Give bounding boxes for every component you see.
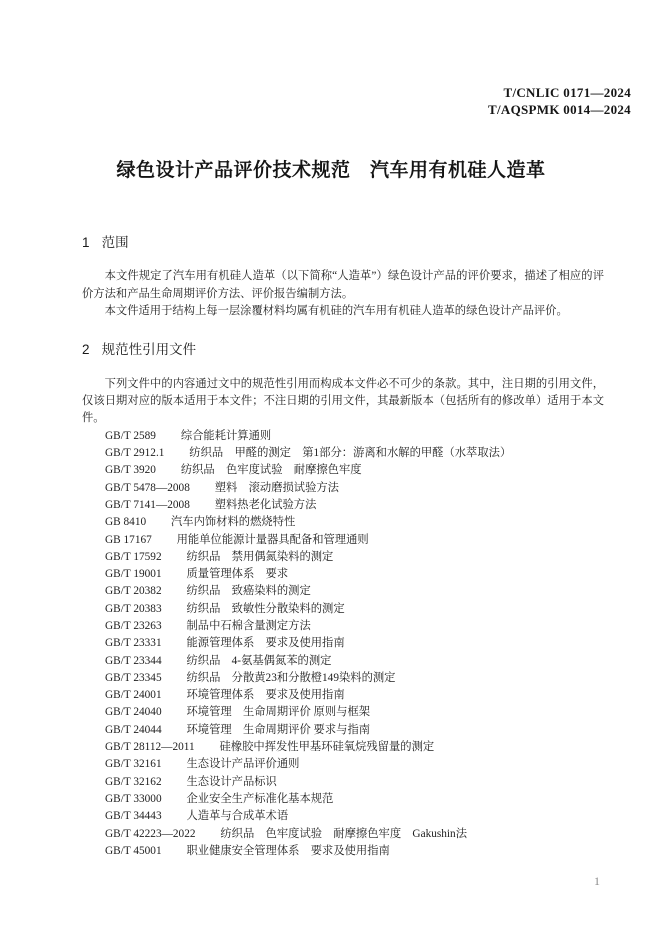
reference-code: GB/T 45001 xyxy=(105,844,162,857)
reference-item xyxy=(105,722,604,739)
reference-code: GB/T 17592 xyxy=(105,550,162,563)
reference-title: 能源管理体系 要求及使用指南 xyxy=(186,637,345,650)
reference-title: 纺织品 禁用偶氮染料的测定 xyxy=(186,550,334,563)
reference-code: GB/T 33000 xyxy=(105,792,162,805)
reference-item xyxy=(105,566,604,583)
reference-code: GB/T 24040 xyxy=(105,706,162,719)
scope-paragraph-2: 本文件适用于结构上每一层涂覆材料均属有机硅的汽车用有机硅人造革的绿色设计产品评价。 xyxy=(104,304,568,317)
reference-title: 职业健康安全管理体系 要求及使用指南 xyxy=(186,844,390,857)
reference-code: GB/T 32161 xyxy=(105,758,162,771)
document-body xyxy=(0,234,662,860)
reference-item xyxy=(105,826,604,843)
reference-title: 环境管理 生命周期评价 原则与框架 xyxy=(186,706,371,719)
reference-code: GB/T 23263 xyxy=(105,619,162,632)
reference-item xyxy=(105,514,604,531)
reference-item xyxy=(105,549,604,566)
reference-title: 环境管理体系 要求及使用指南 xyxy=(186,689,345,702)
normative-references-intro: 下列文件中的内容通过文中的规范性引用而构成本文件必不可少的条款。其中，注日期的引用文件，仅该日期对应的版本适用于本文件；不注日期的引用文件，其最新版本（包括所有的修改单）适用于本文件。 xyxy=(82,377,604,425)
reference-title: 用能单位能源计量器具配备和管理通则 xyxy=(176,533,369,546)
reference-item xyxy=(105,462,604,479)
reference-code: GB/T 2589 xyxy=(105,429,156,442)
section-heading-scope xyxy=(82,234,604,252)
reference-title: 纺织品 致癌染料的测定 xyxy=(186,585,311,598)
reference-code: GB/T 23344 xyxy=(105,654,162,667)
reference-title: 生态设计产品标识 xyxy=(186,775,277,788)
reference-code: GB/T 5478—2008 xyxy=(105,481,190,494)
document-title: 绿色设计产品评价技术规范 汽车用有机硅人造革 xyxy=(116,160,546,181)
reference-item xyxy=(105,601,604,618)
reference-code: GB 17167 xyxy=(105,533,152,546)
reference-item xyxy=(105,739,604,756)
reference-title: 纺织品 致敏性分散染料的测定 xyxy=(186,602,345,615)
reference-code: GB/T 24001 xyxy=(105,689,162,702)
reference-code: GB/T 20382 xyxy=(105,585,162,598)
reference-title: 汽车内饰材料的燃烧特性 xyxy=(170,516,296,529)
reference-title: 环境管理 生命周期评价 要求与指南 xyxy=(186,723,371,736)
reference-code: GB 8410 xyxy=(105,516,147,529)
section-number: 2 xyxy=(82,342,90,358)
reference-item xyxy=(105,635,604,652)
reference-title: 硅橡胶中挥发性甲基环硅氧烷残留量的测定 xyxy=(219,741,435,754)
reference-title: 综合能耗计算通则 xyxy=(180,429,272,442)
reference-item xyxy=(105,532,604,549)
reference-code: GB/T 42223—2022 xyxy=(105,827,196,840)
reference-title: 塑料 滚动磨损试验方法 xyxy=(214,481,339,494)
reference-code: GB/T 32162 xyxy=(105,775,162,788)
reference-title: 塑料热老化试验方法 xyxy=(214,498,317,511)
section-heading-normative-references xyxy=(82,341,604,359)
reference-code: GB/T 23345 xyxy=(105,671,162,684)
page-number: 1 xyxy=(594,874,600,889)
reference-code: GB/T 3920 xyxy=(105,464,156,477)
reference-item xyxy=(105,480,604,497)
reference-title: 纺织品 色牢度试验 耐摩擦色牢度 Gakushin法 xyxy=(220,827,468,840)
standard-code-primary: T/CNLIC 0171—2024 xyxy=(503,85,631,100)
reference-title: 企业安全生产标准化基本规范 xyxy=(186,792,334,805)
reference-item xyxy=(105,583,604,600)
reference-item xyxy=(105,428,604,445)
reference-code: GB/T 19001 xyxy=(105,568,162,581)
section-label: 规范性引用文件 xyxy=(101,342,197,358)
standard-code-secondary: T/AQSPMK 0014—2024 xyxy=(488,101,631,117)
reference-item xyxy=(105,774,604,791)
reference-code: GB/T 2912.1 xyxy=(105,447,165,460)
reference-item xyxy=(105,791,604,808)
reference-item xyxy=(105,843,604,860)
reference-item xyxy=(105,497,604,514)
scope-paragraph-1: 本文件规定了汽车用有机硅人造革（以下简称“人造革”）绿色设计产品的评价要求，描述了相应的评价方法和产品生命周期评价方法、评价报告编制方法。 xyxy=(82,270,604,300)
reference-title: 人造革与合成革术语 xyxy=(186,810,289,823)
reference-title: 纺织品 分散黄23和分散橙149染料的测定 xyxy=(186,671,396,684)
reference-code: GB/T 7141—2008 xyxy=(105,498,190,511)
reference-item xyxy=(105,756,604,773)
reference-item xyxy=(105,618,604,635)
reference-list xyxy=(82,428,604,860)
reference-title: 纺织品 4-氨基偶氮苯的测定 xyxy=(186,654,332,667)
reference-title: 生态设计产品评价通则 xyxy=(186,758,300,771)
reference-item xyxy=(105,687,604,704)
reference-title: 纺织品 甲醛的测定 第1部分：游离和水解的甲醛（水萃取法） xyxy=(189,447,512,460)
reference-title: 制品中石棉含量测定方法 xyxy=(186,619,311,632)
reference-item xyxy=(105,808,604,825)
reference-code: GB/T 23331 xyxy=(105,637,162,650)
reference-code: GB/T 28112—2011 xyxy=(105,741,195,754)
reference-code: GB/T 24044 xyxy=(105,723,162,736)
section-number: 1 xyxy=(82,234,90,250)
reference-item xyxy=(105,445,604,462)
reference-code: GB/T 34443 xyxy=(105,810,162,823)
reference-item xyxy=(105,653,604,670)
standard-code-block xyxy=(0,0,662,118)
reference-title: 质量管理体系 要求 xyxy=(186,568,289,581)
reference-item xyxy=(105,704,604,721)
reference-title: 纺织品 色牢度试验 耐摩擦色牢度 xyxy=(180,464,362,477)
reference-code: GB/T 20383 xyxy=(105,602,162,615)
reference-item xyxy=(105,670,604,687)
section-label: 范围 xyxy=(101,234,129,250)
